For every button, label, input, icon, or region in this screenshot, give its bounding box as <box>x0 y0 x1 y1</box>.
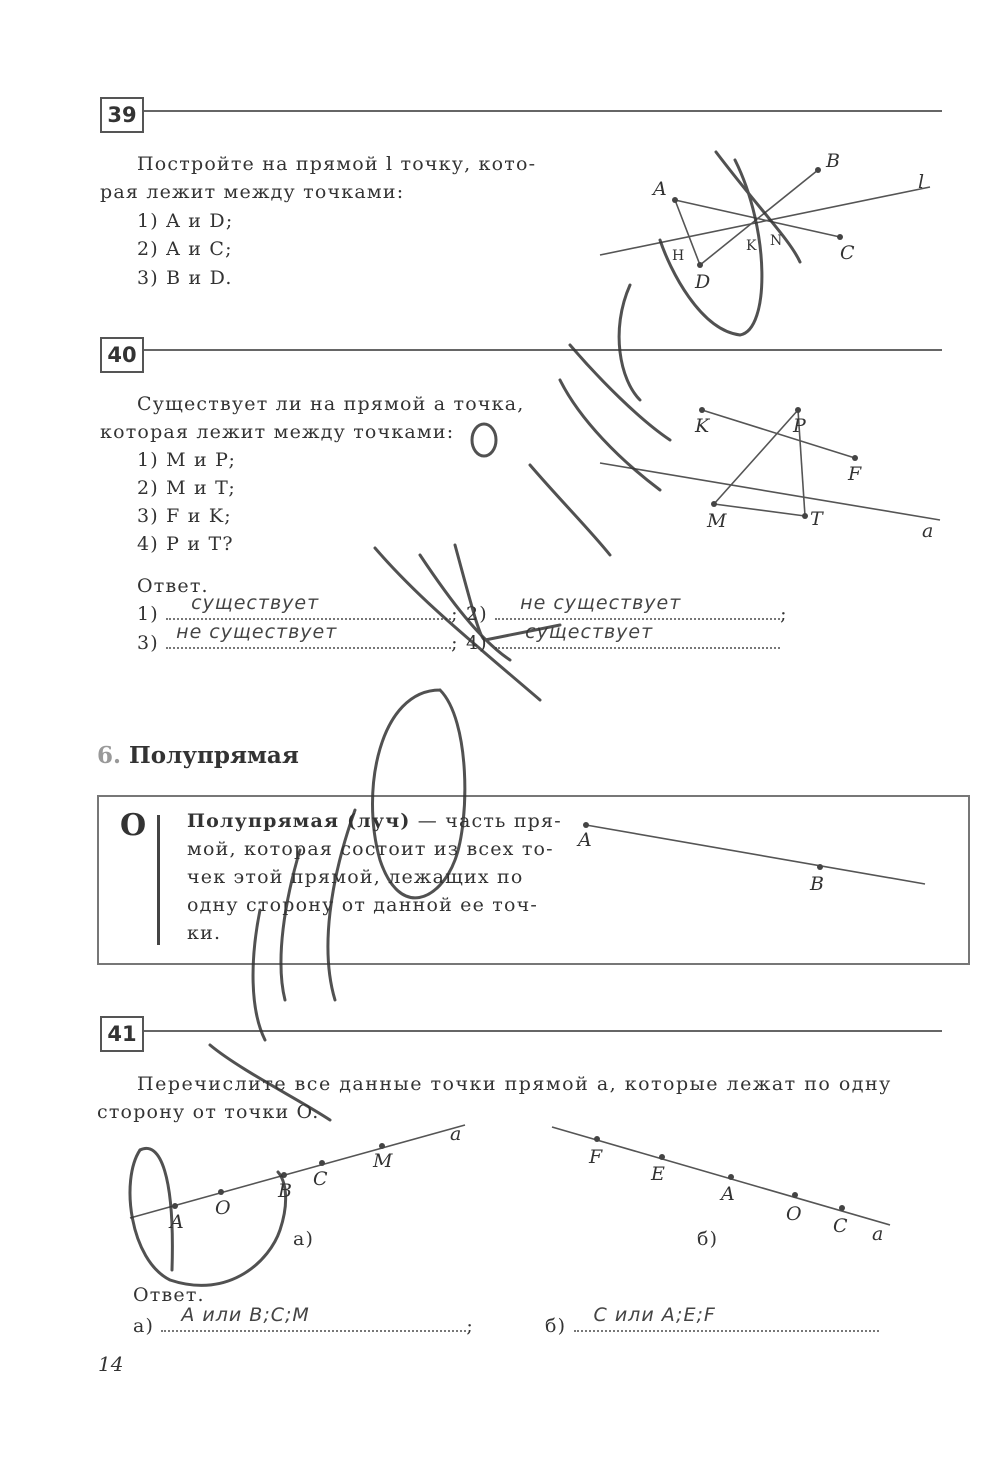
section-number: 6. <box>97 742 122 769</box>
handwritten-label: N <box>770 233 783 249</box>
point-label: A <box>170 1211 184 1233</box>
point-label: C <box>313 1168 328 1190</box>
definition-line: чек этой прямой, лежащих по <box>187 866 524 888</box>
answer-number: 4) <box>466 632 488 654</box>
point-label: F <box>589 1146 603 1168</box>
page-number: 14 <box>98 1352 124 1376</box>
answer-number: 3) <box>137 632 159 654</box>
problem-item: 2) M и T; <box>137 477 236 499</box>
point-label: T <box>810 508 823 530</box>
handwritten-answer: не существует <box>176 621 338 643</box>
handwritten-answer: существует <box>191 592 320 614</box>
problem-text: Постройте на прямой l точку, кото- <box>137 153 537 175</box>
point-label: K <box>695 415 710 437</box>
point-label: B <box>278 1180 292 1202</box>
pen-scribble <box>130 152 800 1285</box>
problem-item: 3) B и D. <box>137 267 233 289</box>
point-label: A <box>721 1183 735 1205</box>
point-label: F <box>848 463 862 485</box>
point-label: C <box>833 1215 848 1237</box>
problem-number-39: 39 <box>100 97 144 133</box>
handwritten-label: H <box>672 248 685 264</box>
segment-MT <box>714 504 805 516</box>
separator: ; <box>451 632 459 654</box>
diagram-caption: а) <box>293 1228 315 1250</box>
line-a-41a <box>130 1125 465 1218</box>
problem-text: сторону от точки O. <box>97 1101 320 1123</box>
definition-line: ки. <box>187 922 222 944</box>
problem-text: Существует ли на прямой a точка, <box>137 393 525 415</box>
point-label: B <box>810 873 824 895</box>
problem-item: 2) A и C; <box>137 238 233 260</box>
separator: ; <box>780 603 788 625</box>
section-title: Полупрямая <box>129 742 299 769</box>
answer-label: Ответ. <box>133 1284 205 1306</box>
problem-item: 1) M и P; <box>137 449 237 471</box>
definition-line: — часть пря- <box>410 810 562 832</box>
point-label: A <box>578 829 592 851</box>
segment-KF <box>702 410 855 458</box>
answer-number: 1) <box>137 603 159 625</box>
point-label: A <box>653 178 667 200</box>
point-label: M <box>707 510 727 532</box>
point-label: E <box>651 1163 665 1185</box>
segment-DB <box>700 170 818 265</box>
separator: ; <box>451 603 459 625</box>
point-label: O <box>215 1197 231 1219</box>
line-label: l <box>918 171 925 193</box>
problem-item: 1) A и D; <box>137 210 234 232</box>
answer-number: б) <box>545 1315 567 1337</box>
ray-AB <box>586 825 925 884</box>
problem-item: 4) P и T? <box>137 533 234 555</box>
definition-term: Полупрямая (луч) <box>187 810 411 832</box>
problem-text: которая лежит между точками: <box>100 421 455 443</box>
separator: ; <box>466 1315 474 1337</box>
problem-number-40: 40 <box>100 337 144 373</box>
handwritten-answer: существует <box>525 621 654 643</box>
answer-label: Ответ. <box>137 575 209 597</box>
diagram-caption: б) <box>697 1228 719 1250</box>
point-label: B <box>826 150 840 172</box>
point-label: D <box>695 271 711 293</box>
point-label: P <box>793 415 806 437</box>
point-label: C <box>840 242 855 264</box>
problem-text: Перечислите все данные точки прямой a, которые лежат по одну <box>137 1073 892 1095</box>
line-label: a <box>922 520 934 542</box>
handwritten-answer: C или A;E;F <box>593 1304 716 1326</box>
answer-number: 2) <box>466 603 488 625</box>
handwritten-answer: A или B;C;M <box>181 1304 310 1326</box>
definition-line: мой, которая состоит из всех то- <box>187 838 554 860</box>
problem-text: рая лежит между точками: <box>100 181 405 203</box>
point-label: M <box>373 1150 393 1172</box>
line-label: a <box>872 1223 884 1245</box>
line-label: a <box>450 1123 462 1145</box>
handwritten-label: K <box>746 238 757 254</box>
point-label: O <box>786 1203 802 1225</box>
problem-item: 3) F и K; <box>137 505 232 527</box>
problem-number-41: 41 <box>100 1016 144 1052</box>
line-a-41b <box>552 1127 890 1225</box>
answer-number: а) <box>133 1315 155 1337</box>
definition-marker: О <box>120 808 147 843</box>
handwritten-answer: не существует <box>520 592 682 614</box>
definition-line: одну сторону от данной ее точ- <box>187 894 539 916</box>
